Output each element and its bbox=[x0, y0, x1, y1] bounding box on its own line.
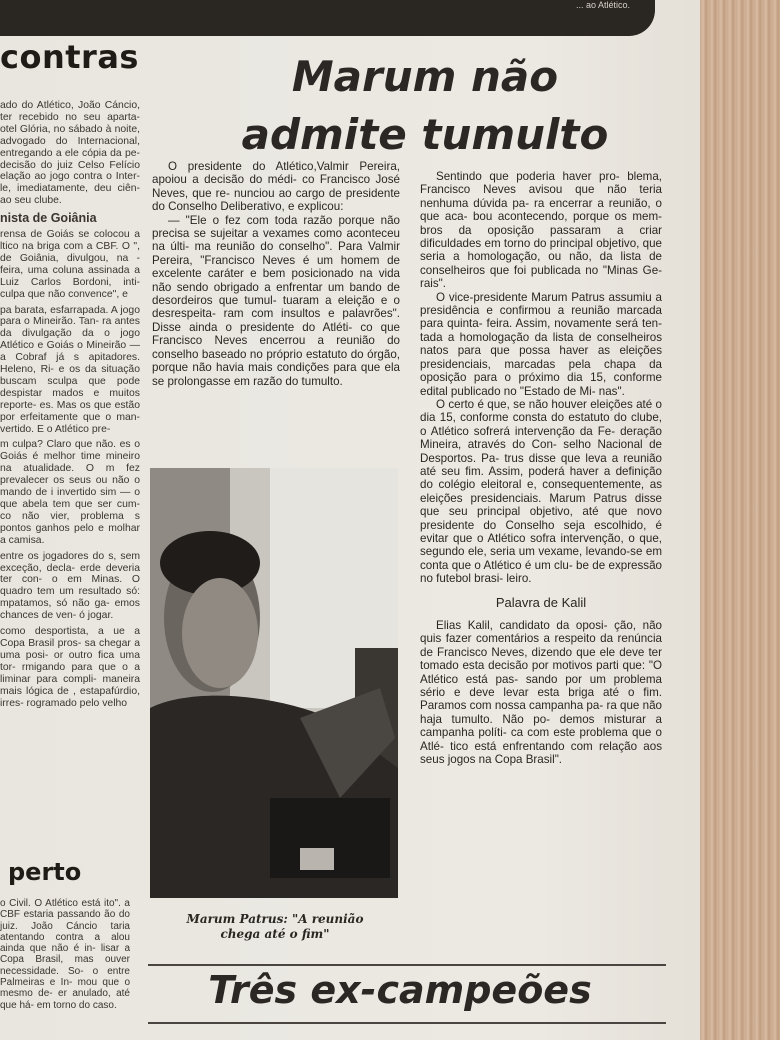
divider-top bbox=[148, 964, 666, 966]
portrait-photo-image bbox=[150, 468, 398, 898]
left-column-2 bbox=[0, 898, 130, 1011]
article-column-1 bbox=[152, 160, 400, 388]
article-headline bbox=[180, 48, 670, 164]
left-headline: contras bbox=[0, 38, 139, 76]
photo-caption-line-1: Marum Patrus: "A reunião bbox=[186, 912, 364, 926]
left-paragraph-4: m culpa? Claro que não. es o Goiás é melhor time mineiro na atualidade. O m fez prevalecer os seus ou não o mando de i invertido sim — o que abela tem que ser cum- co não vier, problema s pontos ganhos pelo e molhar a camisa. bbox=[0, 439, 140, 546]
divider-bottom bbox=[148, 1022, 666, 1024]
bottom-headline: Três ex-campeões bbox=[208, 968, 592, 1012]
article-headline-line-2: admite tumulto bbox=[241, 110, 609, 159]
article-subhead: Palavra de Kalil bbox=[495, 594, 587, 610]
book-page-edges bbox=[700, 0, 780, 1040]
portrait-photo bbox=[150, 468, 398, 898]
left-paragraph-1: ado do Atlético, João Cáncio, ter recebido no seu aparta- otel Glória, no sábado à noite, advogado do Internacional, entregando a ele cópia da pe- decisão do juiz Celso Felício elação ao jogo contra o Inter- le, imediatamente, deu ciên- ao seu clube. bbox=[0, 100, 140, 207]
article-paragraph-5: O certo é que, se não houver eleições até o dia 15, conforme consta do estatuto do clube, o Atlético sofrerá intervenção da Fe- deração Mineira, através do Con- selho Nacional de Desportos. Pa- trus disse que leva a reunião até seu fim. Assim, poderá haver a definição do colégio eleitoral e, consequentemente, as eleições presidenciais. Marum Patrus disse que seu principal objetivo, até que novo presidente do Conselho seja escolhido, é evitar que o Atlético sofra intervenção, o que, segundo ele, seria um vexame, levando-se em conta que o Atlético é um clu- be de expressão no futebol brasi- leiro. bbox=[420, 397, 662, 586]
left-paragraph-2: rensa de Goiás se colocou a ltico na briga com a CBF. O ", de Goiânia, divulgou, na -feira, uma coluna assinada a Luiz Carlos Bordoni, inti- culpa que não convence", e bbox=[0, 229, 140, 300]
left-subhead: nista de Goiânia bbox=[0, 211, 97, 226]
article-paragraph-4: O vice-presidente Marum Patrus assumiu a presidência e confirmou a reunião marcada para quinta- feira. Assim, novamente será ten- tada a homologação da lista de conselheiros natos para que possa haver as eleições presidenciais, marcadas pela chapa da oposição para o próximo dia 15, conforme edital publicado no "Estado de Mi- nas". bbox=[420, 290, 662, 398]
article-column-2 bbox=[420, 170, 662, 766]
left-paragraph-5: entre os jogadores do s, sem exceção, decla- erde deveria ter con- o em Minas. O quadro tem um resultado só: mpatamos, só não ga- emos chances de ven- ó jogar. bbox=[0, 550, 140, 622]
article-paragraph-3: Sentindo que poderia haver pro- blema, Francisco Neves avisou que não teria nenhuma dúvida pa- ra encerrar a reunião, o que aca- bou acontecendo, porque os mem- bros da oposição passaram a criar dificuldades em torno do principal objetivo, que seria a homologação, ou não, da lista de conselheiros que foi publicada no "Minas Ge- rais". bbox=[420, 170, 662, 291]
article-paragraph-2: — "Ele o fez com toda razão porque não precisa se sujeitar a vexames como aconteceu na últi- ma reunião do conselho". Para Valmir Pereira, "Francisco Neves é um homem de excelente caráter e bem posicionado na vida não sendo obrigado a enfrentar um bando de desordeiros que tumul- tuaram a eleição e o desrespeita- ram com insultos e palavrões". Disse ainda o presidente do Atléti- co que Francisco Neves encerrou a reunião do conselho baseado no próprio estatuto do órgão, porque não havia mais condições para que ela se prolongasse em razão do tumulto. bbox=[152, 213, 400, 388]
top-banner-text: ... ao Atlético. bbox=[575, 0, 630, 10]
photo-caption bbox=[150, 912, 400, 942]
left-paragraph-6: como desportista, a ue a Copa Brasil pros- sa chegar a uma posi- or outro fica uma tor- rmigando para que o a liminar para compli- maneira mais lógica de , estapafúrdio, irres- rogramado pelo velho bbox=[0, 626, 140, 709]
photo-caption-line-2: chega até o fim" bbox=[220, 927, 330, 941]
left-paragraph-3: pa barata, esfarrapada. A jogo para o Mineirão. Tan- ra antes da divulgação da o jogo Atlético e Goiás o Mineirão — a Cobraf já s apitadores. Heleno, Ri- e os da situação buscam sculpa que pode despistar mados e muitos reporte- es. Mas os que estão por erfeitamente que o man- vertido. E o Atlético pre- bbox=[0, 304, 140, 435]
article-paragraph-1: O presidente do Atlético,Valmir Pereira, apoiou a decisão do médi- co Francisco José Neves, que re- nunciou ao cargo de presidente do Conselho Deliberativo, e explicou: bbox=[152, 160, 400, 214]
article-paragraph-6: Elias Kalil, candidato da oposi- ção, não quis fazer comentários a respeito da renúncia de Francisco Neves, dizendo que ele deve ter tomado esta decisão por motivos parti que: "O Atlético está pas- sando por um problema sério e deve levar esta briga até o fim. Paramos com nossa campanha pa- ra que não haja tumulto. Não po- demos misturar a campanha políti- ca com este problema que o Atlé- tico está enfrentando com relação aos seus jogos na Copa Brasil". bbox=[420, 619, 662, 767]
top-banner bbox=[0, 0, 655, 36]
left-paragraph-7: o Civil. O Atlético está ito". a CBF estaria passando ão do juiz. João Cáncio taria atentando contra a alou ainda que não é in- lisar a Copa Brasil, mas ouver necessidade. So- o entre Palmeiras e In- mou que o mesmo de- er anulado, até que há- em torno do caso. bbox=[0, 898, 130, 1011]
article-headline-line-1: Marum não bbox=[291, 52, 559, 101]
left-column bbox=[0, 100, 140, 713]
left-headline-2: perto bbox=[8, 858, 82, 886]
